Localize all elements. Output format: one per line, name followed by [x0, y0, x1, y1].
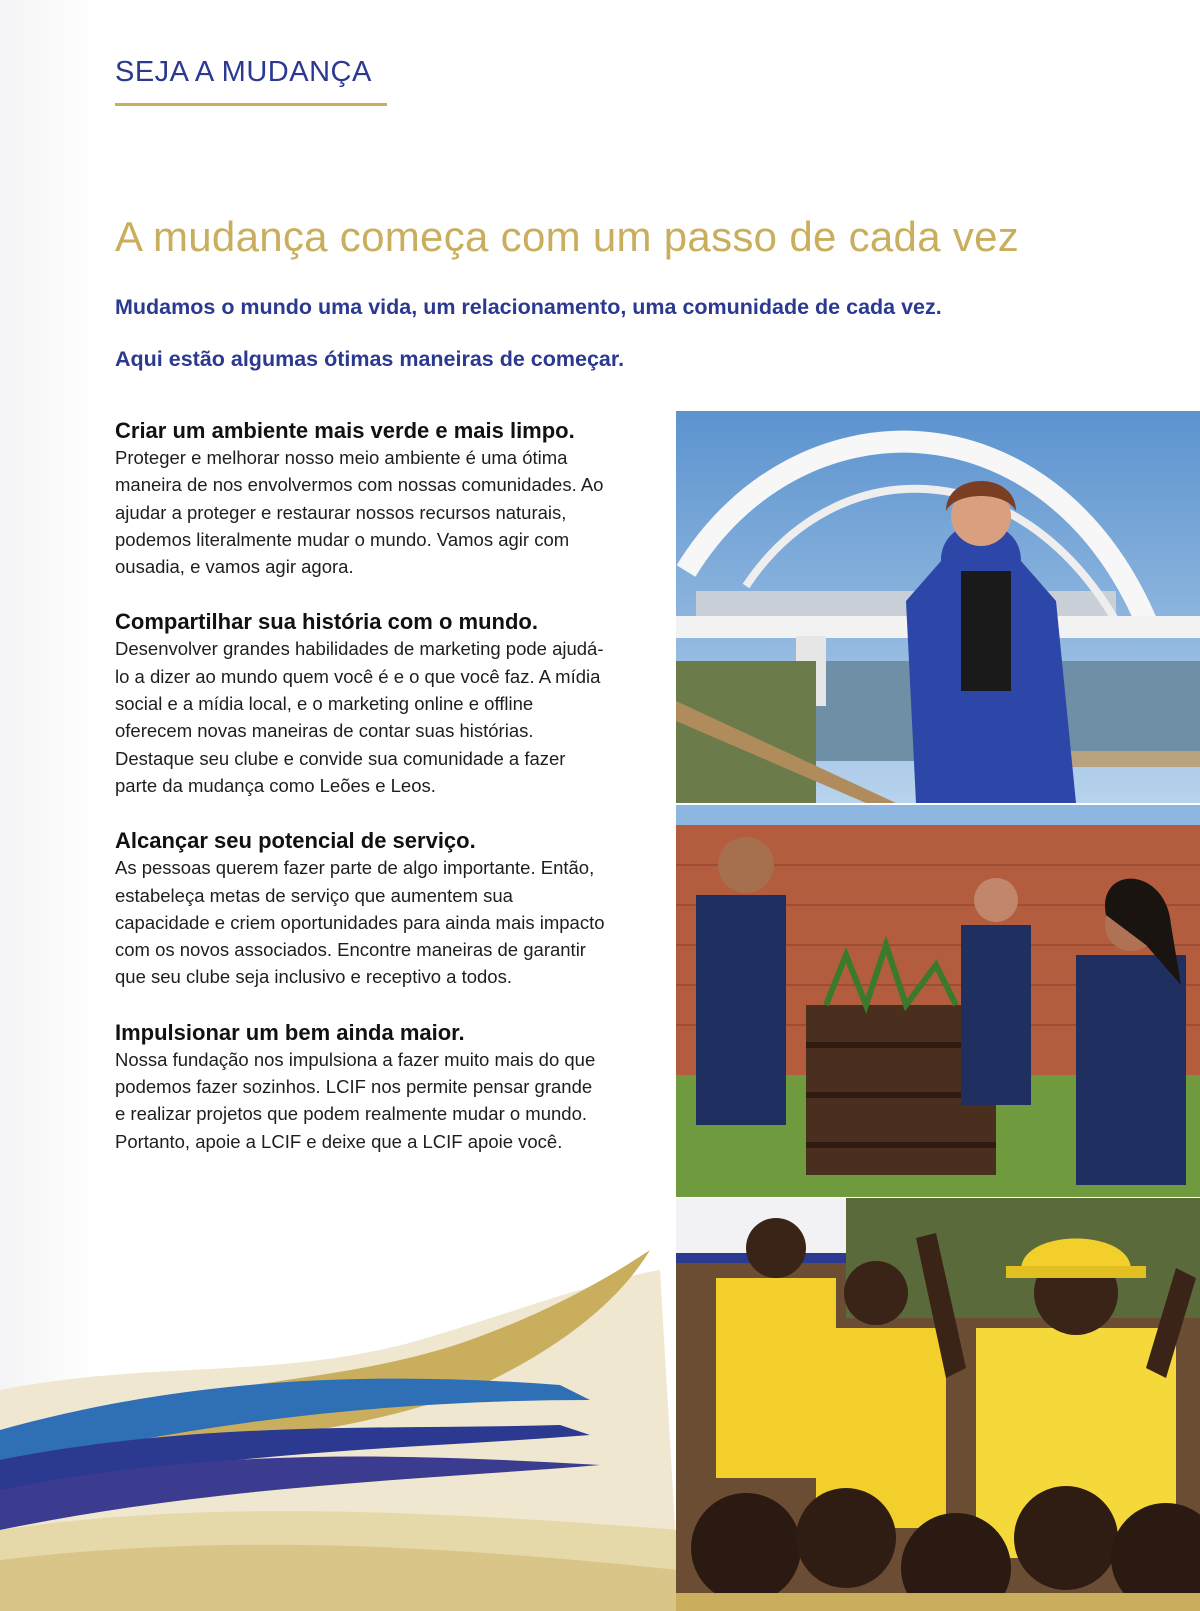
- article-column: [115, 417, 605, 1183]
- section-body: As pessoas querem fazer parte de algo importante. Então, estabeleça metas de serviço que aumentem sua capacidade e criem oportunidades para ainda mais impacto com os novos associados. Encontre maneiras de garantir que seu clube seja inclusivo e receptivo a todos.: [115, 857, 605, 988]
- section-heading: Compartilhar sua história com o mundo.: [115, 609, 538, 635]
- section-heading: Alcançar seu potencial de serviço.: [115, 828, 476, 854]
- section-heading: Criar um ambiente mais verde e mais limpo.: [115, 418, 575, 443]
- page-headline: A mudança começa com um passo de cada vez: [115, 213, 1020, 260]
- section-body: Proteger e melhorar nosso meio ambiente é uma ótima maneira de nos envolvermos com nossas comunidades. Ao ajudar a proteger e restaurar nossos recursos naturais, podemos literalmente mudar o mundo. Vamos agir com ousadia, e vamos agir agora.: [115, 447, 604, 578]
- section-service-potential: [115, 827, 605, 990]
- section-greater-good: [115, 1019, 605, 1155]
- intro-line-2: Aqui estão algumas ótimas maneiras de começar.: [115, 347, 625, 371]
- section-body: Desenvolver grandes habilidades de marketing pode ajudá-lo a dizer ao mundo quem você é e o que você faz. A mídia social e a mídia local, e o marketing online e offline oferecem novas maneiras de contar suas histórias. Destaque seu clube e convide sua comunidade a fazer parte da mudança como Leões e Leos.: [115, 638, 604, 796]
- section-title-underline: [115, 103, 387, 106]
- photo-woman-bridge: [676, 411, 1200, 803]
- section-title: SEJA A MUDANÇA: [115, 56, 372, 88]
- photo-volunteers-children: [676, 1198, 1200, 1611]
- decorative-swoosh: [0, 1230, 680, 1611]
- section-body: Nossa fundação nos impulsiona a fazer muito mais do que podemos fazer sozinhos. LCIF nos permite pensar grande e realizar projetos que podem realmente mudar o mundo. Portanto, apoie a LCIF e deixe que a LCIF apoie você.: [115, 1048, 596, 1152]
- intro-line-1: Mudamos o mundo uma vida, um relacionamento, uma comunidade de cada vez.: [115, 295, 942, 319]
- section-heading: Impulsionar um bem ainda maior.: [115, 1019, 465, 1045]
- section-green-environment: [115, 417, 605, 580]
- section-share-story: [115, 608, 605, 799]
- photo-volunteers-garden: [676, 805, 1200, 1197]
